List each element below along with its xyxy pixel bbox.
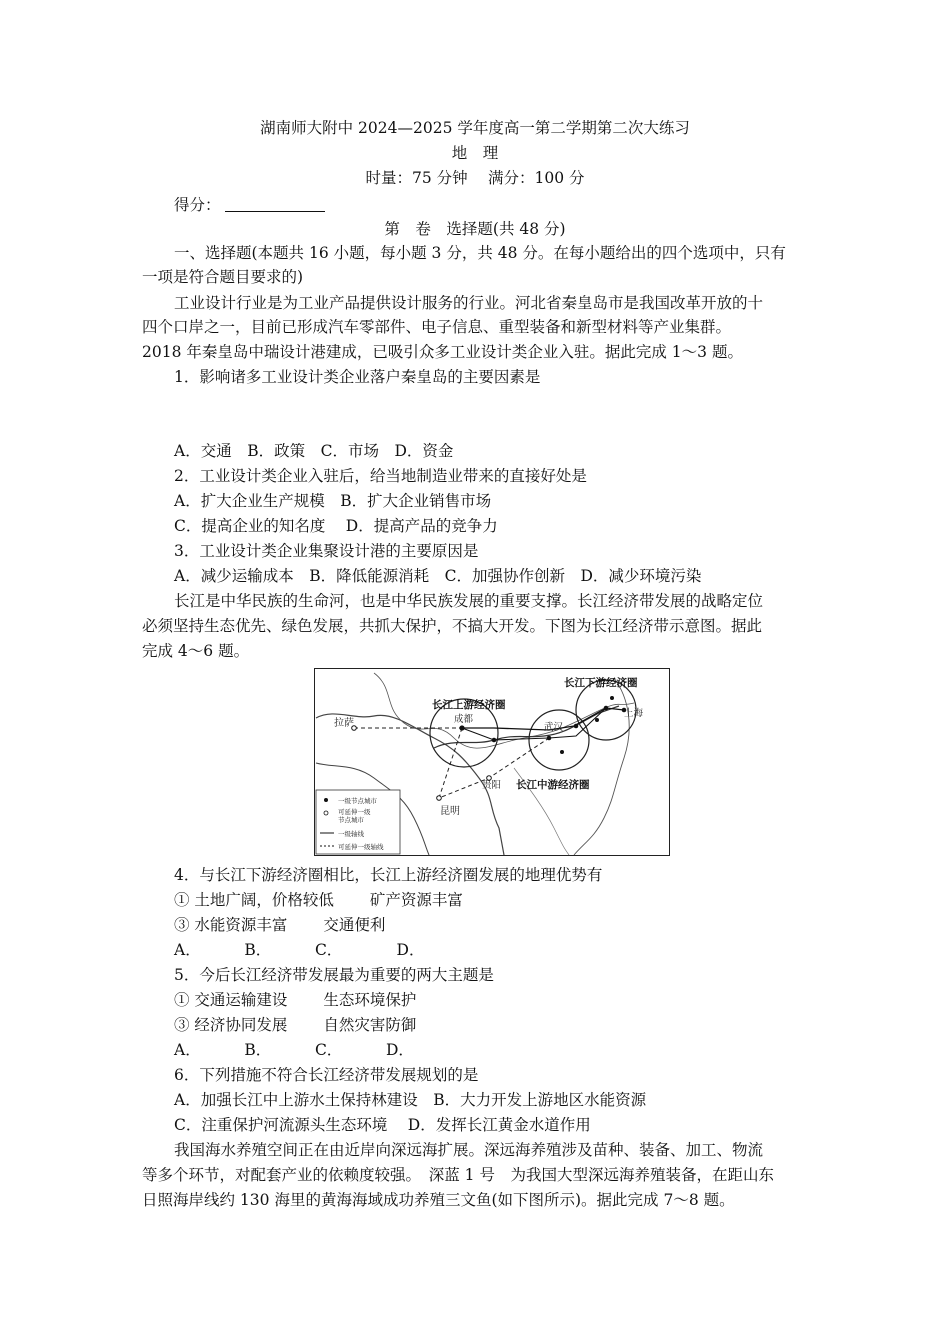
city-label-shanghai: 上海 xyxy=(624,708,644,719)
q6-options-2: C．注重保护河流源头生态环境 D．发挥长江黄金水道作用 xyxy=(174,1116,591,1134)
legend-item: 节点城市 xyxy=(338,817,364,824)
legend-item: 一级轴线 xyxy=(338,831,364,838)
legend-item: 可延伸一级 xyxy=(338,809,371,816)
extension-node xyxy=(437,796,442,801)
passage3-line: 日照海岸线约 130 海里的黄海海域成功养殖三文鱼(如下图所示)。据此完成 7～8 题。 xyxy=(142,1191,735,1209)
map-legend xyxy=(316,790,400,854)
time-score: 时量：75 分钟 满分：100 分 xyxy=(365,169,585,187)
lower-circle-label: 长江下游经济圈 xyxy=(564,677,638,689)
city-node xyxy=(547,736,552,741)
passage1-line: 四个口岸之一，目前已形成汽车零部件、电子信息、重型装备和新型材料等产业集群。 xyxy=(142,318,732,336)
q1-options: A．交通 B．政策 C．市场 D．资金 xyxy=(174,442,454,460)
city-label-wuhan: 武汉 xyxy=(544,722,564,733)
city-label-lhasa: 拉萨 xyxy=(334,718,354,729)
city-node xyxy=(604,706,609,711)
q2-stem: 2．工业设计类企业入驻后，给当地制造业带来的直接好处是 xyxy=(174,467,587,485)
passage2-line: 必须坚持生态优先、绿色发展，共抓大保护，不搞大开发。下图为长江经济带示意图。据此 xyxy=(142,617,763,635)
middle-circle-label: 长江中游经济圈 xyxy=(516,779,590,791)
city-label-chengdu: 成都 xyxy=(454,714,474,725)
city-node xyxy=(610,696,614,700)
passage3-line: 我国海水养殖空间正在由近岸向深远海扩展。深远海养殖涉及苗种、装备、加工、物流 xyxy=(174,1141,764,1159)
city-node xyxy=(560,750,564,754)
city-node xyxy=(459,725,464,730)
city-node xyxy=(595,718,599,722)
q1-stem: 1．影响诸多工业设计类企业落户秦皇岛的主要因素是 xyxy=(174,368,541,386)
yangtze-economic-belt-map xyxy=(314,668,670,856)
q2-options-2: C．提高企业的知名度 D．提高产品的竞争力 xyxy=(174,517,498,535)
q5-options: A． B． C． D． xyxy=(174,1041,414,1059)
q6-options-1: A．加强长江中上游水土保持林建设 B．大力开发上游地区水能资源 xyxy=(174,1091,647,1109)
section-title: 第 卷 选择题(共 48 分) xyxy=(384,220,566,238)
passage1-line: 2018 年秦皇岛中瑞设计港建成，已吸引众多工业设计类企业入驻。据此完成 1～3 题。 xyxy=(142,343,743,361)
subject-title: 地 理 xyxy=(451,144,499,162)
legend-node-icon xyxy=(324,798,328,802)
q5-stem: 5．今后长江经济带发展最为重要的两大主题是 xyxy=(174,966,494,984)
q3-stem: 3．工业设计类企业集聚设计港的主要原因是 xyxy=(174,542,479,560)
q2-options-1: A．扩大企业生产规模 B．扩大企业销售市场 xyxy=(174,492,492,510)
q4-statement-1: ① 土地广阔，价格较低 矿产资源丰富 xyxy=(174,891,463,909)
city-label-kunming: 昆明 xyxy=(440,806,460,817)
exam-title: 湖南师大附中 2024—2025 学年度高一第二学期第二次大练习 xyxy=(260,119,690,137)
q4-statement-2: ③ 水能资源丰富 交通便利 xyxy=(174,916,386,934)
city-node xyxy=(574,724,579,729)
q6-stem: 6．下列措施不符合长江经济带发展规划的是 xyxy=(174,1066,479,1084)
q5-statement-1: ① 交通运输建设 生态环境保护 xyxy=(174,991,417,1009)
city-node xyxy=(492,738,497,743)
upper-circle-label: 长江上游经济圈 xyxy=(432,699,506,711)
passage2-line: 完成 4～6 题。 xyxy=(142,642,250,660)
score-field xyxy=(174,194,325,216)
legend-extension-icon xyxy=(324,811,328,815)
legend-item: 可延伸一级轴线 xyxy=(338,844,384,851)
q5-statement-2: ③ 经济协同发展 自然灾害防御 xyxy=(174,1016,417,1034)
q4-stem: 4．与长江下游经济圈相比，长江上游经济圈发展的地理优势有 xyxy=(174,866,603,884)
section-intro-2: 一项是符合题目要求的) xyxy=(142,268,304,286)
score-label: 得分： xyxy=(174,196,221,214)
city-label-guiyang: 贵阳 xyxy=(482,780,502,791)
section-intro-1: 一、选择题(本题共 16 小题，每小题 3 分，共 48 分。在每小题给出的四个选项中，只有 xyxy=(174,244,786,262)
passage2-line: 长江是中华民族的生命河，也是中华民族发展的重要支撑。长江经济带发展的战略定位 xyxy=(174,592,764,610)
q4-options: A． B． C． D． xyxy=(174,941,425,959)
score-blank[interactable] xyxy=(225,195,325,212)
passage3-line: 等多个环节，对配套产业的依赖度较强。 深蓝 1 号 为我国大型深远海养殖装备，在距山东 xyxy=(142,1166,774,1184)
legend-item: 一级节点城市 xyxy=(338,798,377,805)
passage1-line: 工业设计行业是为工业产品提供设计服务的行业。河北省秦皇岛市是我国改革开放的十 xyxy=(174,294,764,312)
q3-options: A．减少运输成本 B．降低能源消耗 C．加强协作创新 D．减少环境污染 xyxy=(174,567,702,585)
